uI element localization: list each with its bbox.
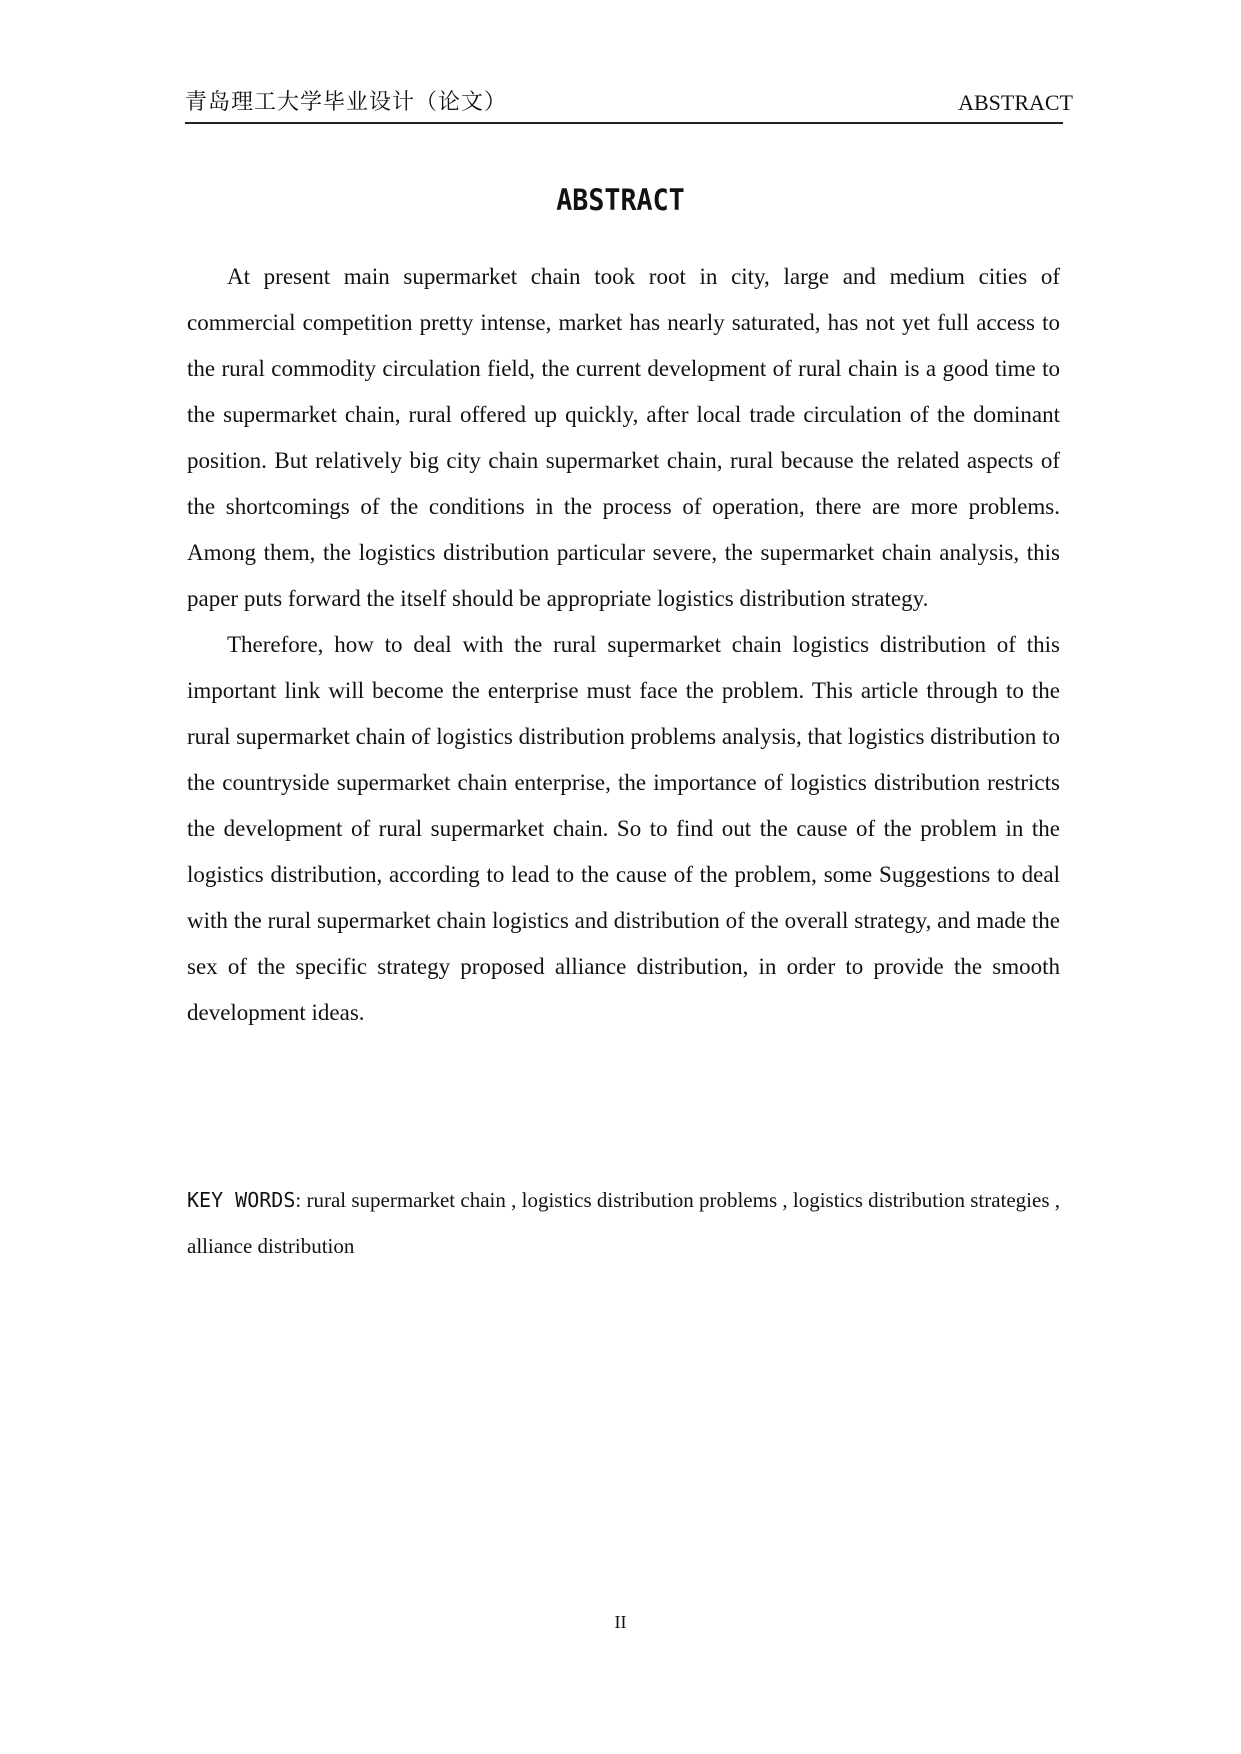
keywords-text: : rural supermarket chain , logistics distribution problems , logistics distribution strategies , alliance distribution bbox=[187, 1188, 1061, 1258]
keywords-label: KEY WORDS bbox=[187, 1188, 296, 1212]
header-university-title: 青岛理工大学毕业设计（论文） bbox=[185, 90, 508, 115]
abstract-paragraph-1: At present main supermarket chain took root in city, large and medium cities of commercial competition pretty intense, market has nearly saturated, has not yet full access to the rural commodity circulation field, the current development of rural chain is a good time to the supermarket chain, rural offered up quickly, after local trade circulation of the dominant position. But relatively big city chain supermarket chain, rural because the related aspects of the shortcomings of the conditions in the process of operation, there are more problems. Among them, the logistics distribution particular severe, the supermarket chain analysis, this paper puts forward the itself should be appropriate logistics distribution strategy. bbox=[187, 264, 1060, 611]
page-number: II bbox=[614, 1612, 627, 1632]
abstract-body bbox=[187, 254, 1060, 1036]
abstract-heading: ABSTRACT bbox=[556, 183, 685, 217]
keywords-block bbox=[187, 1177, 1060, 1269]
header-section-title: ABSTRACT bbox=[958, 90, 1073, 115]
page-header bbox=[185, 88, 1073, 124]
abstract-paragraph-2: Therefore, how to deal with the rural supermarket chain logistics distribution of this important link will become the enterprise must face the problem. This article through to the rural supermarket chain of logistics distribution problems analysis, that logistics distribution to the countryside supermarket chain enterprise, the importance of logistics distribution restricts the development of rural supermarket chain. So to find out the cause of the problem in the logistics distribution, according to lead to the cause of the problem, some Suggestions to deal with the rural supermarket chain logistics and distribution of the overall strategy, and made the sex of the specific strategy proposed alliance distribution, in order to provide the smooth development ideas. bbox=[187, 632, 1060, 1025]
